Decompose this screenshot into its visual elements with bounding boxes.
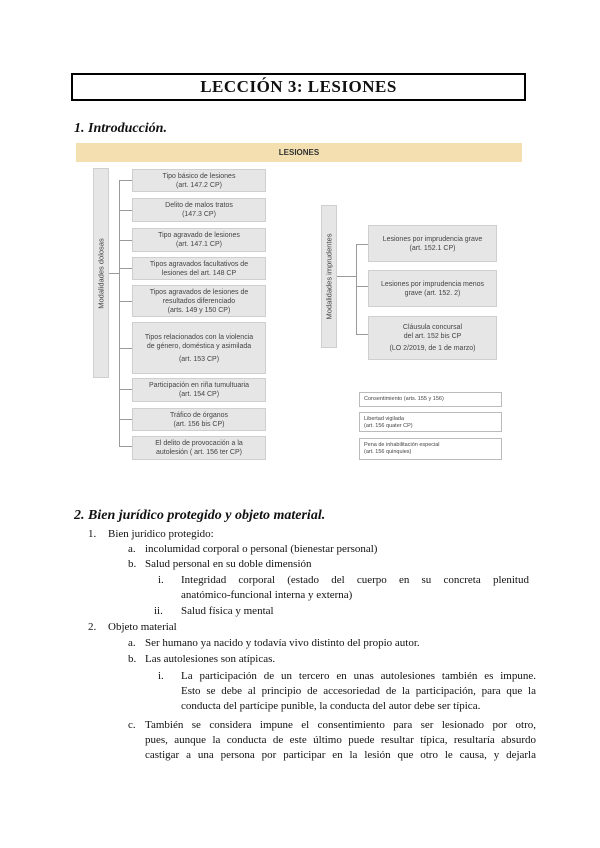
list-item-integridad-line2: anatómico-funcional interna y externa) xyxy=(181,589,353,601)
list-item-objeto-material: Objeto material xyxy=(108,621,177,633)
connector xyxy=(119,446,132,447)
connector xyxy=(356,244,368,245)
list-item-bien-juridico: Bien jurídico protegido: xyxy=(108,528,214,540)
list-roman: i. xyxy=(158,670,164,682)
list-letter: c. xyxy=(128,719,136,731)
box-imprudencia-menos-grave: Lesiones por imprudencia menos grave (art. 152. 2) xyxy=(368,270,497,307)
connector xyxy=(119,419,132,420)
box-clausula-concursal: Cláusula concursal del art. 152 bis CP (LO 2/2019, de 1 de marzo) xyxy=(368,316,497,360)
connector xyxy=(119,240,132,241)
list-number: 1. xyxy=(88,528,97,540)
box-imprudencia-grave: Lesiones por imprudencia grave (art. 152.1 CP) xyxy=(368,225,497,262)
connector xyxy=(119,389,132,390)
label-modalidades-imprudentes: Modalidades imprudentes xyxy=(321,205,337,348)
list-item-ser-humano: Ser humano ya nacido y todavía vivo distinto del propio autor. xyxy=(145,637,420,649)
section-heading-introduccion: 1. Introducción. xyxy=(74,121,167,136)
list-letter: a. xyxy=(128,543,136,555)
list-roman: ii. xyxy=(154,605,163,617)
list-item-consentimiento-line2: pues, aunque la conducta de este último puede resultar típica, resultaría absurdo xyxy=(145,734,536,746)
list-roman: i. xyxy=(158,574,164,586)
box-inhabilitacion-especial: Pena de inhabilitación especial (art. 156 quinquies) xyxy=(359,438,502,460)
list-item-participacion-line1: La participación de un tercero en unas autolesiones también es impune. xyxy=(181,670,536,682)
connector xyxy=(356,334,368,335)
list-letter: a. xyxy=(128,637,136,649)
connector xyxy=(356,286,368,287)
box-tipo-agravado: Tipo agravado de lesiones (art. 147.1 CP) xyxy=(132,228,266,252)
box-resultados-diferenciados: Tipos agravados de lesiones de resultados diferenciado (arts. 149 y 150 CP) xyxy=(132,285,266,317)
box-provocacion-autolesion: El delito de provocación a la autolesión ( art. 156 ter CP) xyxy=(132,436,266,460)
page-title: LECCIÓN 3: LESIONES xyxy=(71,73,526,101)
box-malos-tratos: Delito de malos tratos (147.3 CP) xyxy=(132,198,266,222)
connector xyxy=(119,348,132,349)
section-heading-bien-juridico: 2. Bien jurídico protegido y objeto material. xyxy=(74,508,326,523)
label-modalidades-dolosas: Modalidades dolosas xyxy=(93,168,109,378)
connector xyxy=(119,268,132,269)
box-libertad-vigilada: Libertad vigilada (art. 156 quater CP) xyxy=(359,412,502,432)
list-item-consentimiento-line1: También se considera impune el consentimiento para ser lesionado por otro, xyxy=(145,719,536,731)
list-item-integridad-line1: Integridad corporal (estado del cuerpo en su concreta plenitud xyxy=(181,574,529,586)
connector xyxy=(119,210,132,211)
connector xyxy=(109,273,119,274)
box-trafico-organos: Tráfico de órganos (art. 156 bis CP) xyxy=(132,408,266,431)
diagram-header: LESIONES xyxy=(76,143,522,162)
list-number: 2. xyxy=(88,621,97,633)
lesiones-diagram xyxy=(76,140,522,465)
list-item-participacion-line2: Esto se debe al principio de accesoriedad de la participación, para que la xyxy=(181,685,536,697)
list-letter: b. xyxy=(128,558,137,570)
box-tipo-basico: Tipo básico de lesiones (art. 147.2 CP) xyxy=(132,169,266,192)
list-item-consentimiento-line3: castigar a una persona por participar en la lesión que otro le causa, y dejarla xyxy=(145,749,536,761)
list-item-salud-fisica: Salud física y mental xyxy=(181,605,274,617)
box-agravados-facultativos: Tipos agravados facultativos de lesiones del art. 148 CP xyxy=(132,257,266,280)
list-item-incolumidad: incolumidad corporal o personal (bienestar personal) xyxy=(145,543,378,555)
list-item-autolesiones: Las autolesiones son atípicas. xyxy=(145,653,276,665)
list-item-participacion-line3: conducta del partícipe punible, la conducta del autor debe ser típica. xyxy=(181,700,481,712)
list-item-salud-personal: Salud personal en su doble dimensión xyxy=(145,558,312,570)
box-rina-tumultuaria: Participación en riña tumultuaria (art. 154 CP) xyxy=(132,378,266,402)
connector xyxy=(119,301,132,302)
box-violencia-genero: Tipos relacionados con la violencia de género, doméstica y asimilada (art. 153 CP) xyxy=(132,322,266,374)
connector xyxy=(119,180,120,446)
box-consentimiento: Consentimiento (arts. 155 y 156) xyxy=(359,392,502,407)
connector xyxy=(119,180,132,181)
connector xyxy=(337,276,356,277)
connector xyxy=(356,244,357,334)
list-letter: b. xyxy=(128,653,137,665)
